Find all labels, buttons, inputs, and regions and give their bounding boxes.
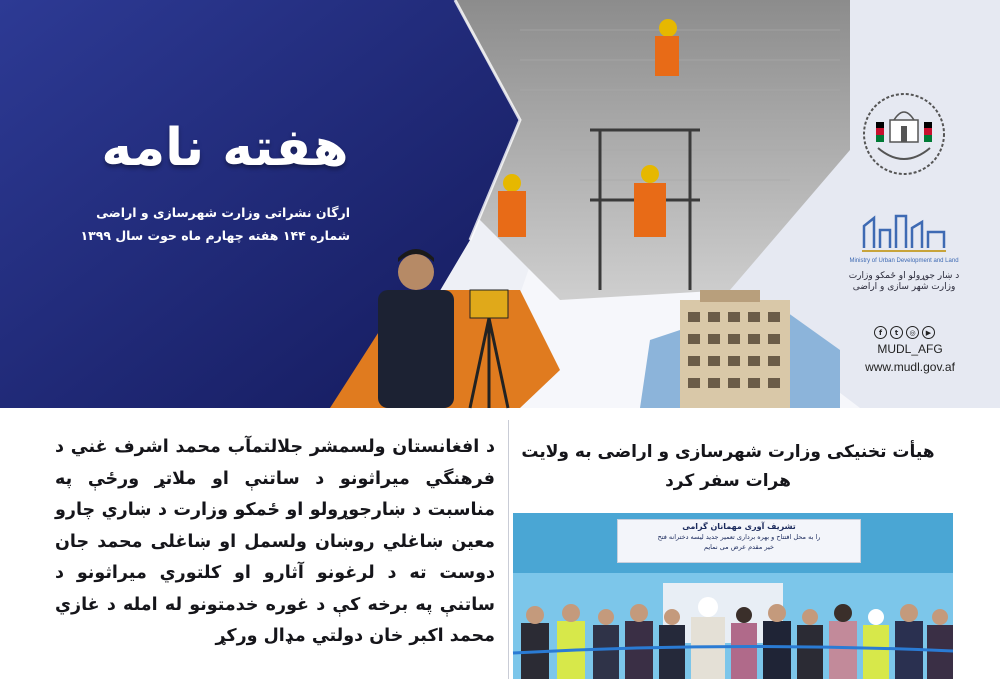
ministry-caption-dari: وزارت شهر سازی و اراضی (852, 282, 956, 292)
banner-line-3: خیر مقدم عرض می نمایم (704, 543, 774, 551)
article-left-body: د افغانستان ولسمشر جلالتمآب محمد اشرف غني د فرهنگي میراثونو د ساتنې او ملاتړ ورځې په مناسبت د ښارجوړولو او ځمکو وزارت د ښاري چارو معین ښاغلي روښان ولسمل او ښاغلی محمد جان دوست ته د لرغونو آثارو او کلتوري میراثونو د ساتنې په برخه کې د غوره خدمتونو له امله د غازي محمد اکبر خان دولتي مډال ورکړ (55, 437, 495, 646)
twitter-icon[interactable]: t (890, 326, 903, 339)
banner-line-2: را به محل افتتاح و بهره برداری تعمیر جدید لیسه دخترانه فتح (657, 533, 821, 541)
magazine-title: هفته نامه (101, 118, 349, 178)
banner-line-1: تشریف آوری مهمانان گرامی (682, 522, 796, 531)
article-right-title: هیأت تخنیکی وزارت شهرسازی و اراضی به ولایت هرات سفر کرد (521, 442, 935, 491)
ministry-caption (848, 271, 960, 293)
national-emblem-icon (858, 88, 950, 180)
svg-text:Ministry of Urban Development: Ministry of Urban Development and Land (849, 258, 959, 264)
facebook-icon[interactable]: f (874, 326, 887, 339)
ministry-caption-pashto: د ښار جوړولو او ځمکو وزارت (848, 271, 960, 281)
issue-info: شماره ۱۴۴ هفته چهارم ماه حوت سال ۱۳۹۹ (80, 228, 350, 243)
website-link[interactable]: www.mudl.gov.af (865, 360, 955, 374)
magazine-subtitle: ارگان نشراتی وزارت شهرسازی و اراضی (96, 205, 350, 220)
ceremony-welcome-banner (617, 519, 861, 563)
column-divider (508, 420, 509, 679)
ministry-logo-icon (849, 212, 959, 270)
youtube-icon[interactable]: ▶ (922, 326, 935, 339)
instagram-icon[interactable]: ◎ (906, 326, 919, 339)
social-handle: MUDL_AFG (877, 342, 943, 356)
social-icons (874, 326, 935, 339)
ribbon-cutting-photo (513, 513, 953, 679)
